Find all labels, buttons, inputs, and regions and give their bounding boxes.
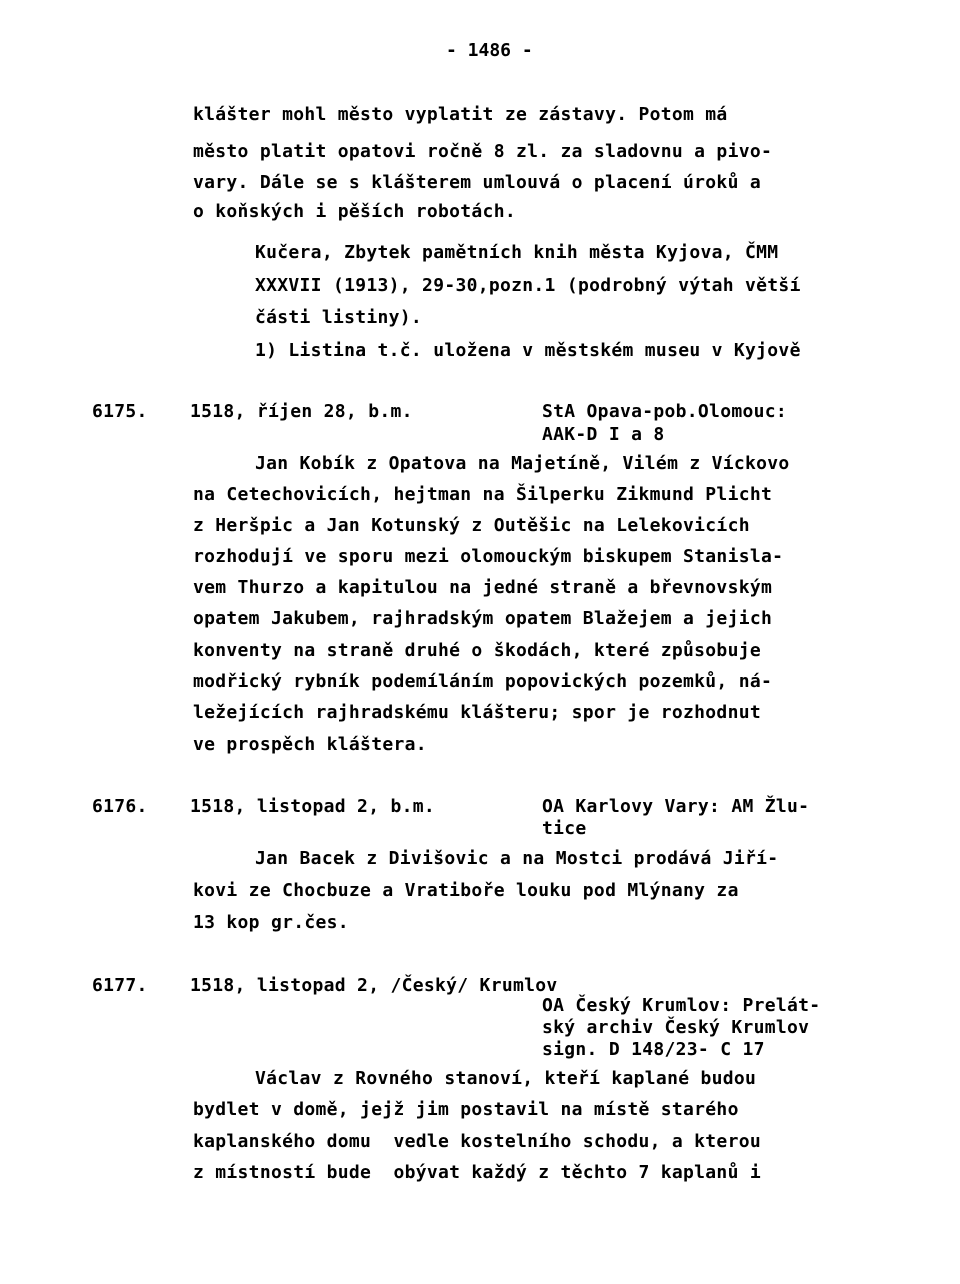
reference-line: Kučera, Zbytek pamětních knih města Kyjova, ČMM xyxy=(255,242,779,263)
entry-text-line: z místností bude obývat každý z těchto 7 kaplanů i xyxy=(193,1162,761,1183)
intro-line: o koňských i pěších robotách. xyxy=(193,201,516,222)
entry-number: 6177. xyxy=(92,975,148,996)
entry-number: 6175. xyxy=(92,401,148,422)
footnote-line: 1) Listina t.č. uložena v městském museu v Kyjově xyxy=(255,340,801,361)
reference-line: XXXVII (1913), 29-30,pozn.1 (podrobný výtah větší xyxy=(255,275,801,296)
reference-line: části listiny). xyxy=(255,307,423,328)
archive-line: sign. D 148/23- C 17 xyxy=(542,1039,765,1060)
archive-line: StA Opava-pob.Olomouc: xyxy=(542,401,788,422)
entry-date: 1518, listopad 2, b.m. xyxy=(190,796,436,817)
archive-line: tice xyxy=(542,818,587,839)
entry-text-line: vem Thurzo a kapitulou na jedné straně a břevnovským xyxy=(193,577,773,598)
entry-date: 1518, listopad 2, /Český/ Krumlov xyxy=(190,975,558,996)
intro-line: vary. Dále se s klášterem umlouvá o placení úroků a xyxy=(193,172,761,193)
entry-text-line: modřický rybník podemíláním popovických pozemků, ná- xyxy=(193,671,773,692)
entry-text-line: opatem Jakubem, rajhradským opatem Blažejem a jejich xyxy=(193,608,773,629)
entry-text-line: Václav z Rovného stanoví, kteří kaplané budou xyxy=(255,1068,757,1089)
entry-text-line: 13 kop gr.čes. xyxy=(193,912,349,933)
archive-line: AAK-D I a 8 xyxy=(542,424,665,445)
entry-text-line: z Heršpic a Jan Kotunský z Outěšic na Lelekovicích xyxy=(193,515,750,536)
entry-date: 1518, říjen 28, b.m. xyxy=(190,401,413,422)
entry-text-line: rozhodují ve sporu mezi olomouckým biskupem Stanisla- xyxy=(193,546,784,567)
intro-line: město platit opatovi ročně 8 zl. za sladovnu a pivo- xyxy=(193,141,773,162)
entry-text-line: ležejících rajhradskému klášteru; spor je rozhodnut xyxy=(193,702,761,723)
entry-text-line: Jan Kobík z Opatova na Majetíně, Vilém z Víckovo xyxy=(255,453,790,474)
page-number: - 1486 - xyxy=(446,40,533,61)
archive-line: OA Karlovy Vary: AM Žlu- xyxy=(542,796,810,817)
entry-text-line: konventy na straně druhé o škodách, které způsobuje xyxy=(193,640,761,661)
entry-text-line: na Cetechovicích, hejtman na Šilperku Zikmund Plicht xyxy=(193,484,773,505)
intro-line: klášter mohl město vyplatit ze zástavy. Potom má xyxy=(193,104,728,125)
entry-text-line: Jan Bacek z Divišovic a na Mostci prodává Jiří- xyxy=(255,848,779,869)
entry-text-line: kovi ze Chocbuze a Vratiboře louku pod Mlýnany za xyxy=(193,880,739,901)
archive-line: OA Český Krumlov: Prelát- xyxy=(542,995,821,1016)
entry-text-line: ve prospěch kláštera. xyxy=(193,734,427,755)
entry-number: 6176. xyxy=(92,796,148,817)
entry-text-line: kaplanského domu vedle kostelního schodu, a kterou xyxy=(193,1131,761,1152)
entry-text-line: bydlet v domě, jejž jim postavil na místě starého xyxy=(193,1099,739,1120)
archive-line: ský archiv Český Krumlov xyxy=(542,1017,810,1038)
